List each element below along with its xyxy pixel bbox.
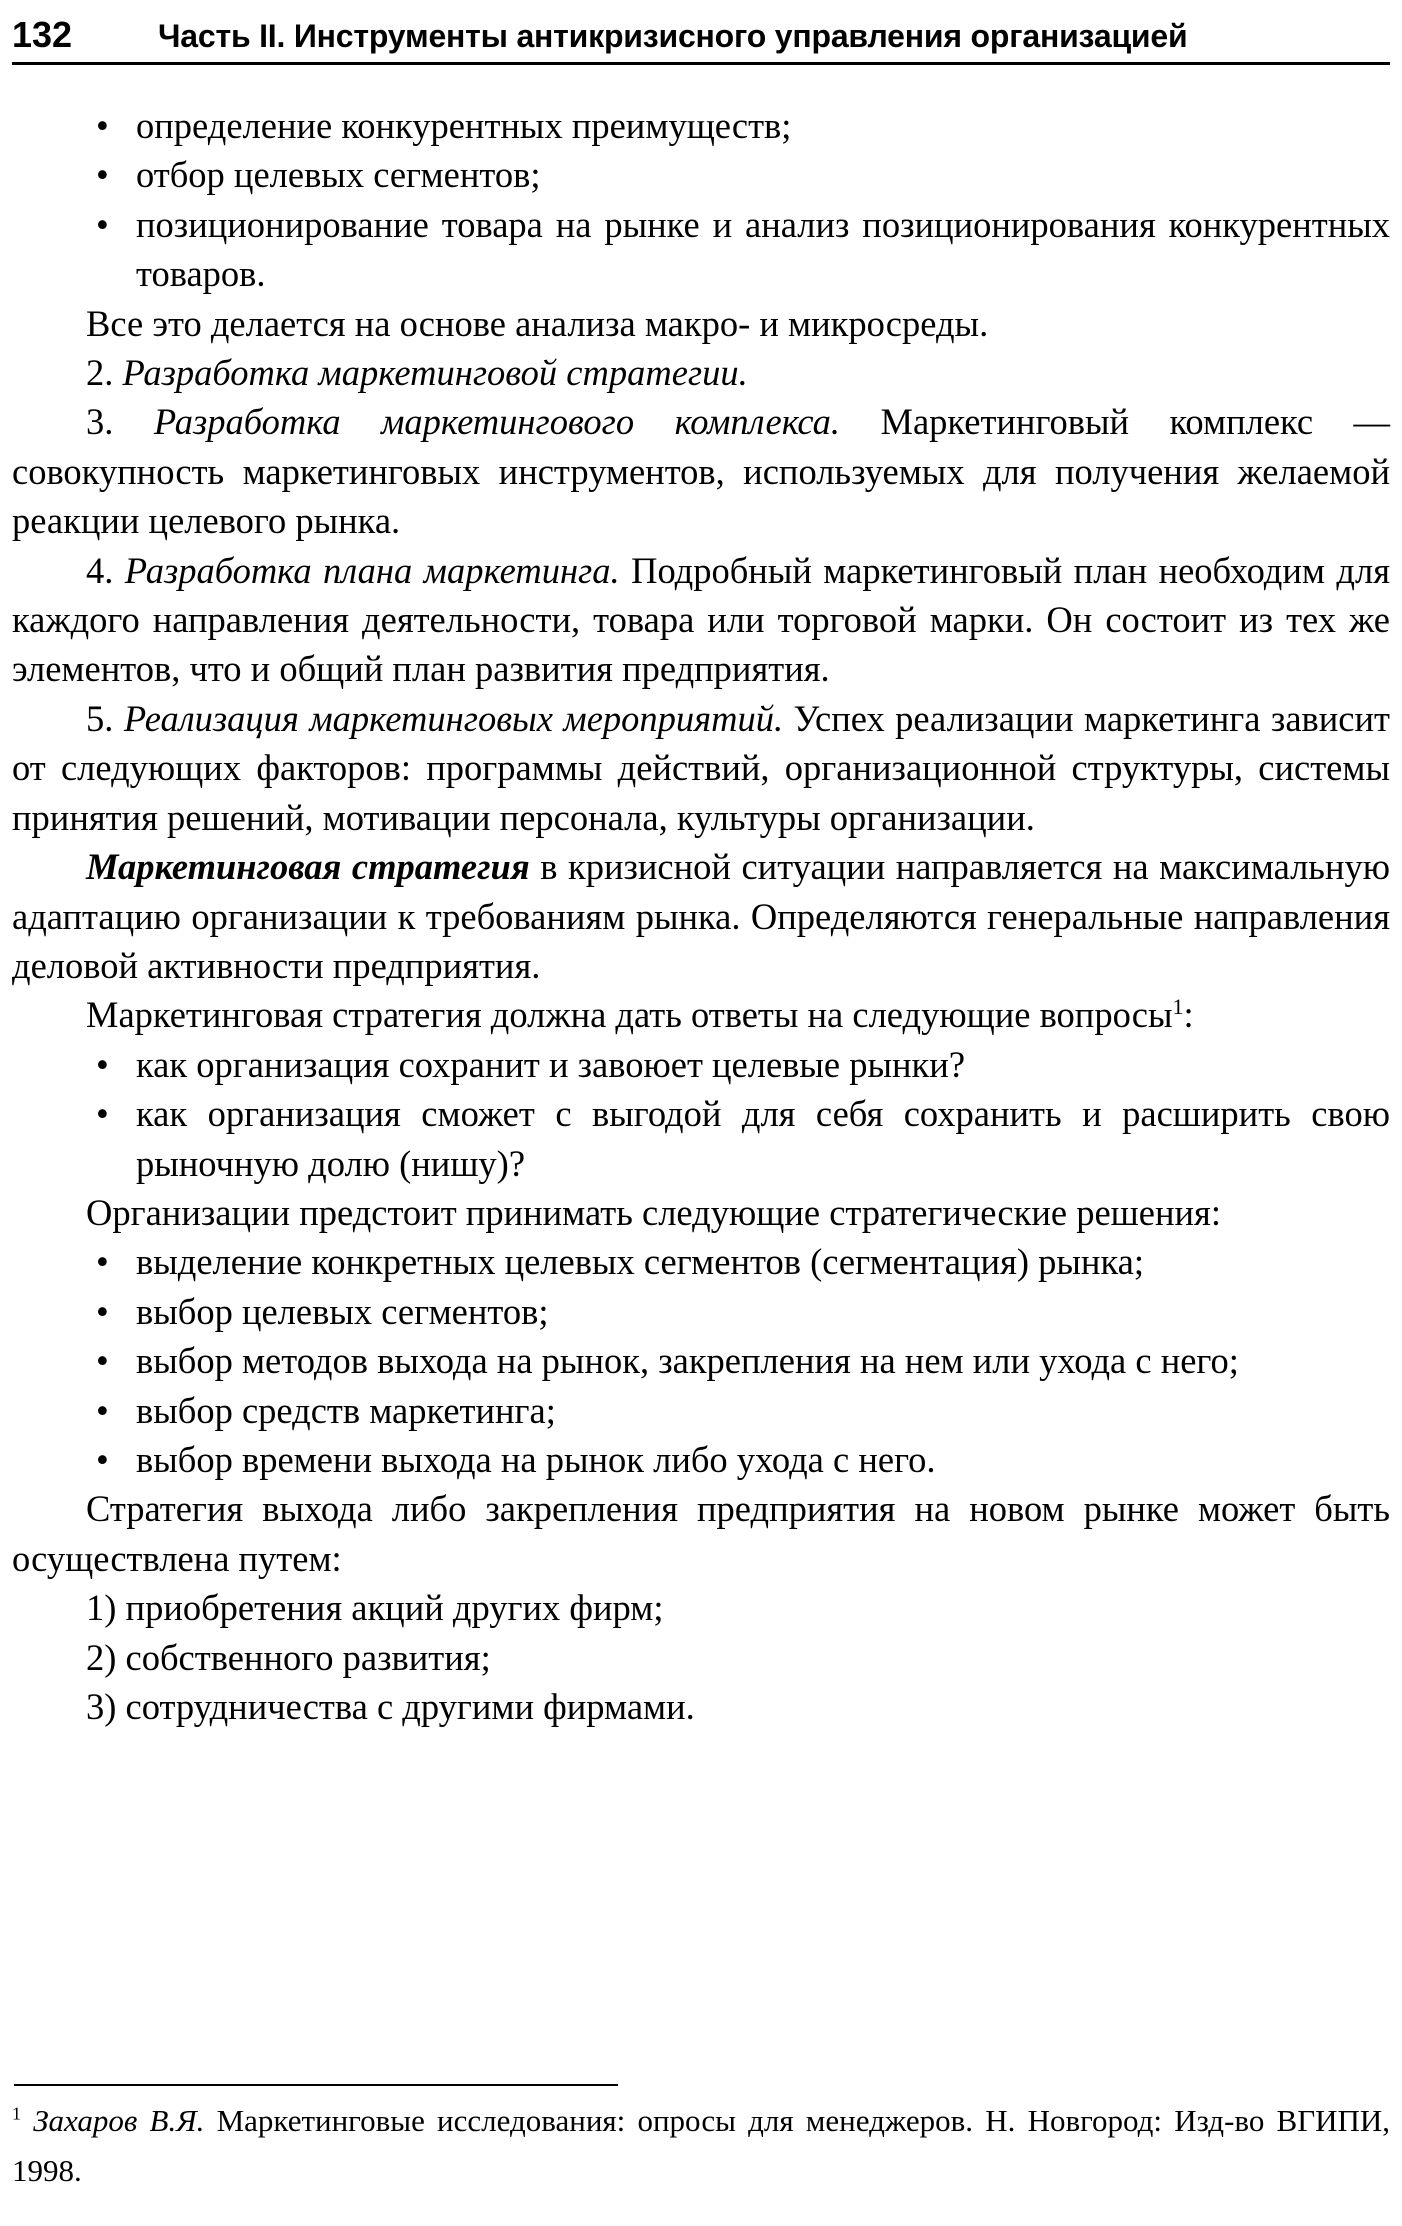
list-item: • выбор средств маркетинга;	[12, 1386, 1390, 1435]
step-title: Разработка маркетингового комплекса.	[153, 401, 841, 443]
step-number: 4.	[86, 549, 114, 591]
bullet-list-decisions	[12, 1237, 1390, 1484]
footnote	[12, 2096, 1390, 2196]
step-2	[12, 348, 1390, 397]
page-number: 132	[12, 14, 73, 55]
bullet-list-analysis	[12, 101, 1390, 299]
step-title: Разработка плана маркетинга.	[124, 549, 620, 591]
paragraph-analysis-basis: Все это делается на основе анализа макро- и микросреды.	[86, 302, 989, 344]
step-number: 3.	[86, 401, 114, 443]
footnote-mark: 1	[12, 2103, 21, 2124]
footnote-divider	[14, 2084, 618, 2086]
footnote-text: Маркетинговые исследования: опросы для менеджеров. Н. Новгород: Изд-во ВГИПИ, 1998.	[12, 2103, 1391, 2188]
step-number: 5.	[86, 697, 114, 739]
paragraph-questions	[12, 990, 1390, 1039]
paragraph-marketing-strategy	[12, 842, 1390, 990]
list-item: 1) приобретения акций других фирм;	[86, 1587, 664, 1629]
footnote-reference: 1	[1172, 994, 1184, 1020]
step-title: Разработка маркетинговой стратегии.	[122, 352, 748, 394]
list-item: 2) собственного развития;	[86, 1636, 491, 1678]
page-header	[12, 14, 1390, 65]
step-text: Маркетинговый комплекс — совокупность маркетинговых инструментов, используемых для получения желаемой реакции целевого рынка.	[12, 401, 1391, 542]
list-item: • определение конкурентных преимуществ;	[12, 101, 1390, 150]
list-item: • позиционирование товара на рынке и анализ позиционирования конкурентных товаров.	[12, 200, 1390, 299]
key-term: Маркетинговая стратегия	[86, 846, 530, 888]
paragraph-decisions: Организации предстоит принимать следующие стратегические решения:	[86, 1191, 1221, 1233]
step-4	[12, 546, 1390, 694]
list-item: • выбор целевых сегментов;	[12, 1287, 1390, 1336]
step-5	[12, 694, 1390, 842]
step-number: 2.	[86, 352, 114, 394]
footnote-author: Захаров В.Я.	[33, 2103, 205, 2138]
list-item: • как организация сохранит и завоюет целевые рынки?	[12, 1040, 1390, 1089]
list-item: • выбор времени выхода на рынок либо ухода с него.	[12, 1435, 1390, 1484]
step-title: Реализация маркетинговых мероприятий.	[123, 697, 784, 739]
running-title: Часть II. Инструменты антикризисного управления организацией	[158, 18, 1188, 54]
list-item: • отбор целевых сегментов;	[12, 150, 1390, 199]
step-3	[12, 397, 1390, 545]
list-item: • выделение конкретных целевых сегментов (сегментация) рынка;	[12, 1237, 1390, 1286]
list-item: • выбор методов выхода на рынок, закрепления на нем или ухода с него;	[12, 1336, 1390, 1385]
page-body	[12, 101, 1390, 1731]
step-text: Подробный маркетинговый план необходим для каждого направления деятельности, товара или торговой марки. Он состоит из тех же элементов, что и общий план развития предприятия.	[12, 549, 1390, 690]
step-text: Успех реализации маркетинга зависит от следующих факторов: программы действий, организационной структуры, системы принятия решений, мотивации персонала, культуры организации.	[12, 697, 1390, 838]
paragraph-market-entry: Стратегия выхода либо закрепления предприятия на новом рынке может быть осуществлена путем:	[12, 1488, 1390, 1579]
bullet-list-questions	[12, 1040, 1390, 1188]
punctuation: :	[1183, 994, 1194, 1036]
numbered-list-entry-methods	[12, 1583, 1390, 1731]
paragraph-text: Маркетинговая стратегия должна дать ответы на следующие вопросы	[86, 994, 1173, 1036]
list-item: • как организация сможет с выгодой для себя сохранить и расширить свою рыночную долю (нишу)?	[12, 1089, 1390, 1188]
list-item: 3) сотрудничества с другими фирмами.	[86, 1686, 695, 1727]
paragraph-text: в кризисной ситуации направляется на максимальную адаптацию организации к требованиям рынка. Определяются генеральные направления деловой активности предприятия.	[12, 846, 1391, 986]
